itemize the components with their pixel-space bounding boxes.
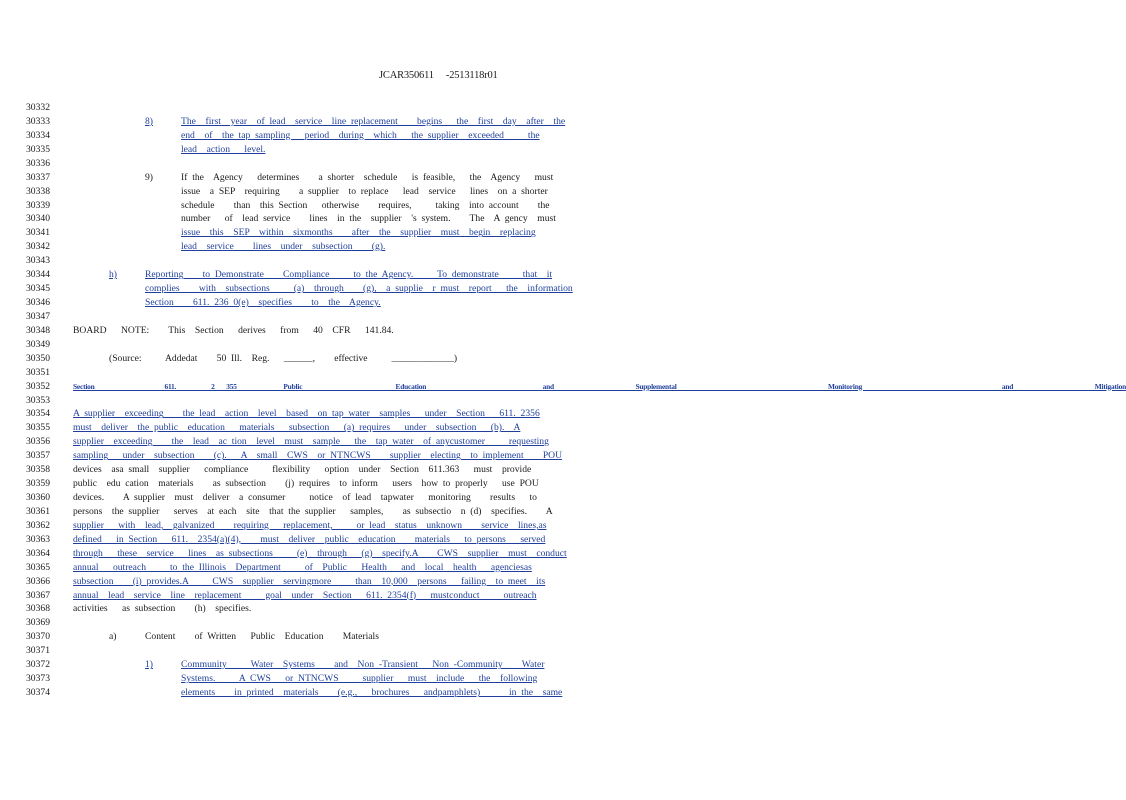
text-line: [0, 310, 618, 324]
text-line: [0, 616, 618, 630]
line-text: devices asa small supplier compliance flexibility option under Section 611.363 must provide: [73, 464, 532, 476]
text-line: [0, 254, 618, 268]
line-text: subsection (i) provides.A CWS supplier servingmore than 10,000 persons failing to meet its: [73, 575, 546, 587]
line-number: 30336: [26, 157, 50, 169]
line-number: 30332: [26, 102, 50, 113]
line-number: 30368: [26, 603, 50, 615]
text-line: [0, 212, 618, 226]
line-number: 30366: [26, 575, 50, 587]
line-text: BOARD NOTE: This Section derives from 40 CFR 141.84.: [73, 324, 394, 336]
line-text: sampling under subsection (c). A small CWS or NTNCWS supplier electing to implement POU: [73, 450, 563, 462]
line-number: 30355: [26, 422, 50, 434]
line-number: 30341: [26, 227, 50, 239]
line-number: 30360: [26, 492, 50, 504]
text-line: [0, 561, 618, 575]
line-number: 30338: [26, 185, 50, 197]
line-number: 30351: [26, 366, 50, 378]
line-number: 30343: [26, 255, 50, 267]
text-line: [0, 380, 1126, 394]
text-line: [0, 199, 618, 213]
text-line: [0, 324, 618, 338]
line-text: devices. A supplier must deliver a consumer notice of lead tapwater monitoring results to: [73, 492, 537, 504]
text-line: [0, 115, 618, 129]
line-text: Content of Written Public Education Materials: [145, 631, 379, 643]
line-text: issue a SEP requiring a supplier to replace lead service lines on a shorter: [181, 185, 548, 197]
line-number: 30357: [26, 450, 50, 462]
line-number: 30344: [26, 269, 50, 281]
text-line: [0, 421, 618, 435]
text-line: [0, 589, 618, 603]
text-line: [0, 171, 618, 185]
line-number: 30356: [26, 436, 50, 448]
line-text: activities as subsection (h) specifies.: [73, 603, 252, 615]
line-text: (Source: Addedat 50 Ill. Reg. ______, effective _____________): [109, 352, 458, 364]
line-text: issue this SEP within sixmonths after the supplier must begin replacing: [181, 227, 536, 239]
text-line: [0, 394, 618, 408]
line-number: 30335: [26, 143, 50, 155]
line-number: 30337: [26, 171, 50, 183]
text-line: [0, 101, 618, 115]
line-text: If the Agency determines a shorter schedule is feasible, the Agency must: [181, 171, 554, 183]
line-text: A supplier exceeding the lead action level based on tap water samples under Section 611. 2356: [73, 408, 540, 420]
line-text: public edu cation materials as subsection (j) requires to inform users how to properly use POU: [73, 478, 539, 490]
text-line: [0, 505, 618, 519]
text-line: [0, 519, 618, 533]
text-line: [0, 547, 618, 561]
line-number: 30339: [26, 199, 50, 211]
line-text: 1): [145, 659, 153, 671]
line-number: 30373: [26, 673, 50, 685]
line-text: number of lead service lines in the supplier 's system. The A gency must: [181, 213, 556, 225]
section-heading: Section 611. 2 355 Public Education and Supplemental Monitoring and Mitigation: [73, 381, 1126, 391]
text-line: [0, 226, 618, 240]
line-text: The first year of lead service line replacement begins the first day after the: [181, 115, 566, 127]
line-text: annual lead service line replacement goal under Section 611. 2354(f) mustconduct outreach: [73, 589, 537, 601]
line-text: Section 611. 236 0(e) specifies to the Agency.: [145, 297, 381, 309]
line-text: Community Water Systems and Non -Transient Non -Community Water: [181, 659, 545, 671]
line-number: 30372: [26, 659, 50, 671]
line-text: a): [109, 631, 117, 643]
line-number: 30358: [26, 464, 50, 476]
text-line: [0, 575, 618, 589]
text-line: [0, 658, 618, 672]
text-line: [0, 407, 618, 421]
line-number: 30352: [26, 380, 50, 392]
line-text: Reporting to Demonstrate Compliance to the Agency. To demonstrate that it: [145, 269, 553, 281]
line-text: lead action level.: [181, 143, 266, 155]
line-text: supplier exceeding the lead ac tion level must sample the tap water of anycustomer requesting: [73, 436, 549, 448]
line-text: 8): [145, 115, 153, 127]
text-line: [0, 463, 618, 477]
line-number: 30353: [26, 394, 50, 406]
line-number: 30367: [26, 589, 50, 601]
text-line: [0, 129, 618, 143]
line-number: 30362: [26, 519, 50, 531]
line-text: 9): [145, 171, 153, 183]
line-text: elements in printed materials (e.g., brochures andpamphlets) in the same: [181, 687, 563, 699]
line-text: complies with subsections (a) through (g), a supplie r must report the information: [145, 283, 573, 295]
text-line: [0, 352, 618, 366]
text-line: [0, 491, 618, 505]
text-line: [0, 449, 618, 463]
line-text: annual outreach to the Illinois Department of Public Health and local health agenciesas: [73, 561, 532, 573]
line-number: 30347: [26, 310, 50, 322]
document-header: JCAR350611 -2513118r01: [379, 70, 498, 81]
text-line: [0, 296, 618, 310]
text-line: [0, 644, 618, 658]
line-number: 30333: [26, 115, 50, 127]
text-line: [0, 602, 618, 616]
line-number: 30340: [26, 213, 50, 225]
line-text: defined in Section 611. 2354(a)(4), must deliver public education materials to persons served: [73, 533, 546, 545]
text-line: [0, 282, 618, 296]
line-number: 30365: [26, 561, 50, 573]
text-line: [0, 477, 618, 491]
line-text: h): [109, 269, 117, 281]
text-line: [0, 185, 618, 199]
line-number: 30346: [26, 297, 50, 309]
line-text: supplier with lead, galvanized requiring replacement, or lead status unknown service lines,as: [73, 519, 547, 531]
line-number: 30364: [26, 547, 50, 559]
line-number: 30350: [26, 352, 50, 364]
line-number: 30349: [26, 338, 50, 350]
line-number: 30361: [26, 505, 50, 517]
line-number: 30354: [26, 408, 50, 420]
line-number: 30363: [26, 533, 50, 545]
text-line: [0, 338, 618, 352]
line-number: 30345: [26, 283, 50, 295]
line-number: 30359: [26, 478, 50, 490]
line-text: must deliver the public education materials subsection (a) requires under subsection (b). A: [73, 422, 521, 434]
line-number: 30369: [26, 617, 50, 629]
text-line: [0, 143, 618, 157]
line-number: 30334: [26, 129, 50, 141]
line-text: Systems. A CWS or NTNCWS supplier must include the following: [181, 673, 538, 685]
line-text: schedule than this Section otherwise requires, taking into account the: [181, 199, 550, 211]
text-line: [0, 435, 618, 449]
text-line: [0, 686, 618, 700]
text-line: [0, 157, 618, 171]
text-line: [0, 240, 618, 254]
line-text: end of the tap sampling period during which the supplier exceeded the: [181, 129, 540, 141]
text-line: [0, 672, 618, 686]
line-number: 30348: [26, 324, 50, 336]
text-line: [0, 268, 618, 282]
line-number: 30374: [26, 687, 50, 699]
line-text: lead service lines under subsection (g).: [181, 241, 386, 253]
line-text: persons the supplier serves at each site that the supplier samples, as subsectio n (d) specifies. A: [73, 505, 553, 517]
line-number: 30371: [26, 645, 50, 657]
line-text: through these service lines as subsections (e) through (g) specify.A CWS supplier must conduct: [73, 547, 567, 559]
line-number: 30370: [26, 631, 50, 643]
text-line: [0, 533, 618, 547]
text-line: [0, 630, 618, 644]
text-line: [0, 366, 618, 380]
line-number: 30342: [26, 241, 50, 253]
